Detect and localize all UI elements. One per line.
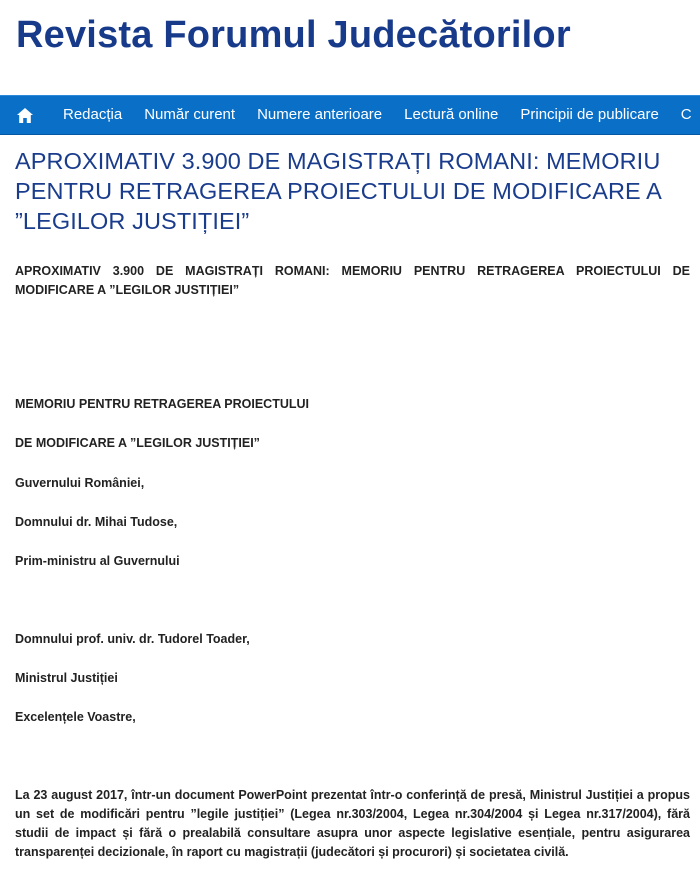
recipient-government: Guvernului României, — [15, 476, 145, 490]
site-header — [0, 0, 700, 96]
home-icon — [16, 107, 34, 124]
nav-item-redactia[interactable]: Redacția — [63, 106, 123, 123]
article-title: APROXIMATIV 3.900 DE MAGISTRAȚI ROMANI: MEMORIU PENTRU RETRAGEREA PROIECTULUI DE MODIFICARE A ”LEGILOR JUSTIȚIEI” — [15, 148, 661, 234]
memoriu-heading-line-2: DE MODIFICARE A ”LEGILOR JUSTIȚIEI” — [15, 436, 260, 450]
nav-menu — [52, 96, 700, 134]
memoriu-heading-line-1: MEMORIU PENTRU RETRAGEREA PROIECTULUI — [15, 397, 309, 411]
article-header — [15, 146, 690, 236]
nav-item-lectura-online[interactable]: Lectură online — [404, 106, 499, 123]
home-button[interactable] — [0, 96, 50, 134]
nav-item-numar-curent[interactable]: Număr curent — [144, 106, 236, 123]
recipient-prime-minister-title: Prim-ministru al Guvernului — [15, 554, 180, 568]
site-title[interactable]: Revista Forumul Judecătorilor — [16, 14, 571, 56]
article-paragraph: La 23 august 2017, într-un document PowerPoint prezentat într-o conferință de presă, Ministrul Justiției a propus un set de modificări pentru ”legile justiției” (Legea nr.303/2004, Legea nr.304/2004 și Legea nr.317/2004), fără studii de impact și fără o prealabilă consultare asupra unor aspecte legislative esențiale, pentru asigurarea transparenței decizionale, în raport cu magistrații (judecători și procurori) și societatea civilă. — [15, 788, 690, 859]
nav-item-more[interactable]: C — [680, 106, 692, 123]
recipient-minister-title: Ministrul Justiției — [15, 671, 118, 685]
main-navbar — [0, 95, 700, 135]
nav-item-principii-de-publicare[interactable]: Principii de publicare — [520, 106, 659, 123]
recipient-prime-minister-name: Domnului dr. Mihai Tudose, — [15, 515, 178, 529]
nav-item-numere-anterioare[interactable]: Numere anterioare — [257, 106, 383, 123]
salutation: Excelențele Voastre, — [15, 710, 136, 724]
recipient-minister-name: Domnului prof. univ. dr. Tudorel Toader, — [15, 632, 250, 646]
article-subtitle: APROXIMATIV 3.900 DE MAGISTRAȚI ROMANI: MEMORIU PENTRU RETRAGEREA PROIECTULUI DE MODIFICARE A ”LEGILOR JUSTIȚIEI” — [15, 264, 690, 297]
